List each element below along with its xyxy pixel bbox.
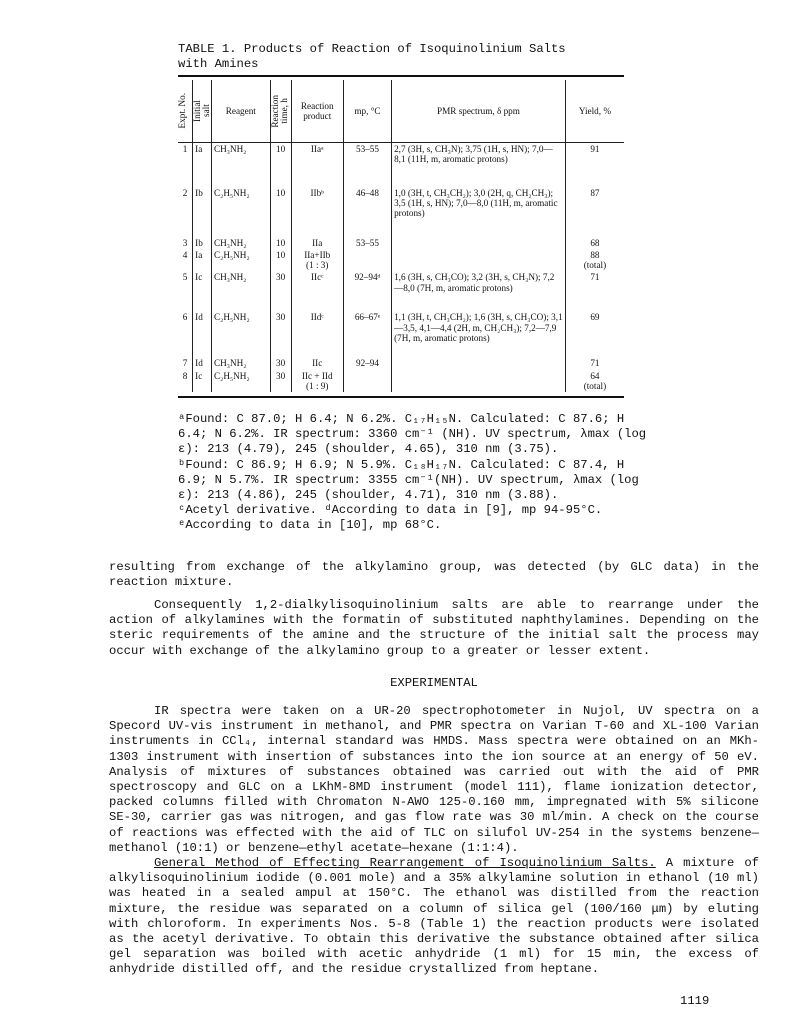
footnote-a: ᵃFound: C 87.0; H 6.4; N 6.2%. C₁₇H₁₅N. Calculated: C 87.6; H 6.4; N 6.2%. IR spectrum: 3360 cm⁻¹ (NH). UV spectrum, λmax (log ε): 213 (4.79), 245 (shoulder, 4.65), 310 nm (3.75). [178,412,647,457]
body-paragraph-3: IR spectra were taken on a UR-20 spectrophotometer in Nujol, UV spectra on a Specord UV-vis instrument in methanol, and PMR spectra on Varian T-60 and XL-100 Varian instruments in CCl₄, internal standard was HMDS. Mass spectra were obtained on an MKh-1303 instrument with insertion of substances into the ion source at an energy of 50 eV. Analysis of mixtures of substances obtained was carried out with the aid of PMR spectroscopy and GLC on a LKhM-8MD instrument (model 111), flame ionization detector, packed columns filled with Chromaton N-AWO 125-0.160 mm, impregnated with 5% silicone SE-30, carrier gas was nitrogen, and gas flow rate was 30 ml/min. A check on the course of reactions was effected with the aid of TLC on silufol UV-254 in the systems benzene—methanol (10:1) or benzene—ethyl acetate—hexane (1:1:4). [109,704,759,855]
table-footnotes [178,412,658,534]
cell-yield: 71 [565,271,624,311]
cell-salt: Id [193,357,212,369]
cell-yield: 91 [565,143,624,187]
footnote-b: ᵇFound: C 86.9; H 6.9; N 5.9%. C₁₈H₁₇N. Calculated: C 87.4, H 6.9; N 5.7%. IR spectrum: 3355 cm⁻¹(NH). UV spectrum, λmax (log ε): 213 (4.86), 245 (shoulder, 4.71), 310 nm (3.88). [178,457,639,503]
body-paragraph-2: Consequently 1,2-dialkylisoquinolinium salts are able to rearrange under the action of alkylamines with the formatin of substituted naphthylamines. Depending on the steric requirements of the amine and the structure of the initial salt the process may occur with exchange of the alkylamino group to a greater or lesser extent. [109,598,759,658]
cell-salt: Ic [193,271,212,311]
cell-no: 4 [182,249,188,260]
cell-yield: 68 [565,237,624,249]
cell-product: IIc [291,357,343,369]
table-row [178,370,624,393]
footnote-c-d: ᶜAcetyl derivative. ᵈAccording to data in [9], mp 94-95°C. [178,503,603,518]
method-body: A mixture of alkylisoquinolinium iodide (0.001 mole) and a 35% alkylamine solution in ethanol (10 ml) was heated in a sealed ampul at 150°C. The ethanol was distilled from the reaction mixture, the residue was separated on a column of silica gel (100/160 μm) by eluting with chloroform. In experiments Nos. 5-8 (Table 1) the reaction products were isolated as the acetyl derivative. To obtain this derivative the substance obtained after silica gel separation was boiled with acetic anhydride (1 ml) for 15 min, the excess of anhydride distilled off, and the residue crystallized from heptane. [109,856,759,977]
cell-product: IIaᵃ [291,143,343,187]
cell-no: 8 [182,370,188,381]
header-pmr: PMR spectrum, δ ppm [392,80,566,143]
cell-salt: Id [193,311,212,357]
cell-reagent: C₂H₅NH₂ [212,187,271,237]
cell-mp [343,249,391,272]
table-top-rule [178,75,624,77]
cell-product: IIa+IIb (1 : 3) [291,249,343,272]
cell-product: IIa [291,237,343,249]
cell-time: 10 [270,143,291,187]
cell-product: IIcᶜ [291,271,343,311]
cell-product: IIbᵇ [291,187,343,237]
cell-no: 6 [182,312,188,323]
header-reagent: Reagent [212,80,271,143]
cell-yield: 71 [565,357,624,369]
cell-salt: Ib [193,237,212,249]
cell-time: 10 [270,187,291,237]
cell-time: 30 [270,311,291,357]
header-reaction-time: Reaction time, h [270,80,291,143]
cell-reagent: C₂H₅NH₂ [212,370,271,393]
footnote-e: ᵉAccording to data in [10], mp 68°C. [178,518,442,533]
header-mp: mp, °C [343,80,391,143]
cell-mp: 53–55 [343,237,391,249]
table-header-row [178,80,624,143]
cell-mp: 66–67ᵉ [343,311,391,357]
cell-reagent: C₂H₅NH₂ [212,249,271,272]
cell-time: 30 [270,271,291,311]
cell-pmr: 1,6 (3H, s, CH₃CO); 3,2 (3H, s, CH₃N); 7,2—8,0 (7H, m, aromatic protons) [392,271,566,311]
method-title: General Method of Effecting Rearrangement of Isoquinolinium Salts. [154,856,656,870]
cell-product: IIdᶜ [291,311,343,357]
cell-reagent: CH₃NH₂ [212,271,271,311]
cell-reagent: C₂H₅NH₂ [212,311,271,357]
cell-mp [343,370,391,393]
table-row [178,311,624,357]
cell-no: 7 [182,358,188,369]
cell-no: 2 [182,187,188,198]
section-heading-experimental: EXPERIMENTAL [390,676,478,690]
table-row [178,143,624,187]
cell-no: 5 [182,272,188,283]
table-caption: TABLE 1. Products of Reaction of Isoquinolinium Salts with Amines [178,42,566,71]
cell-yield: 88 (total) [565,249,624,272]
cell-time: 30 [270,357,291,369]
table-row [178,357,624,369]
cell-mp: 92–94ᵈ [343,271,391,311]
cell-pmr [392,357,566,369]
cell-pmr [392,237,566,249]
page-number: 1119 [680,994,710,1008]
cell-mp: 46–48 [343,187,391,237]
cell-mp: 92–94 [343,357,391,369]
cell-product: IIc + IId (1 : 9) [291,370,343,393]
cell-no: 1 [182,144,188,154]
header-reaction-product: Reaction product [291,80,343,143]
cell-salt: Ia [193,249,212,272]
cell-reagent: CH₃NH₂ [212,143,271,187]
header-yield: Yield, % [565,80,624,143]
table-row [178,187,624,237]
header-expt-no: Expt. No. [178,80,193,143]
table-row [178,237,624,249]
cell-salt: Ia [193,143,212,187]
table-row [178,271,624,311]
cell-no: 3 [182,237,188,248]
products-table [178,80,624,392]
cell-pmr: 1,1 (3H, t, CH₃CH₂); 1,6 (3H, s, CH₃CO); 3,1—3,5, 4,1—4,4 (2H, m, CH₂CH₃); 7,2—7,9 (7H, m, aromatic protons) [392,311,566,357]
cell-pmr: 2,7 (3H, s, CH₃N); 3,75 (1H, s, HN); 7,0—8,1 (11H, m, aromatic protons) [392,143,566,187]
cell-reagent: CH₃NH₂ [212,357,271,369]
cell-time: 10 [270,249,291,272]
body-paragraph-1: resulting from exchange of the alkylamino group, was detected (by GLC data) in the reaction mixture. [109,560,759,590]
cell-pmr [392,249,566,272]
cell-pmr [392,370,566,393]
cell-yield: 69 [565,311,624,357]
cell-salt: Ib [193,187,212,237]
cell-time: 30 [270,370,291,393]
cell-reagent: CH₃NH₂ [212,237,271,249]
cell-yield: 64 (total) [565,370,624,393]
table-row [178,249,624,272]
body-paragraph-4 [109,856,759,978]
cell-pmr: 1,0 (3H, t, CH₃CH₂); 3,0 (2H, q, CH₂CH₃); 3,5 (1H, s, HN); 7,0—8,0 (11H, m, aromatic protons) [392,187,566,237]
cell-yield: 87 [565,187,624,237]
header-initial-salt: Initial salt [193,80,212,143]
cell-mp: 53–55 [343,143,391,187]
cell-salt: Ic [193,370,212,393]
cell-time: 10 [270,237,291,249]
table-bottom-rule [178,396,624,398]
